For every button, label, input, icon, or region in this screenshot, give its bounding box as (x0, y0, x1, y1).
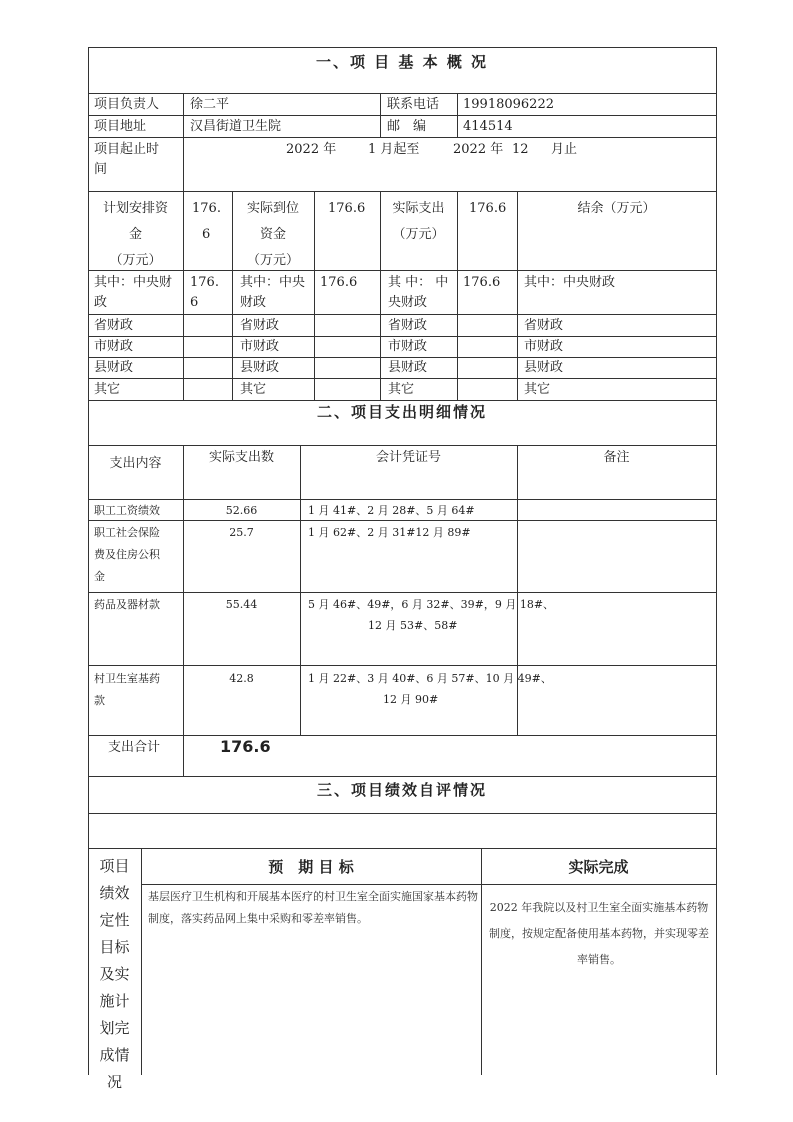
city-label: 市财政 (94, 339, 134, 354)
side-label-part: 成情 (99, 1046, 130, 1064)
rule (314, 191, 315, 400)
province-label: 省财政 (240, 318, 280, 333)
county-label: 县财政 (240, 360, 280, 375)
actual-header: 实际完成 (568, 858, 629, 876)
address-value: 汉昌街道卫生院 (190, 119, 282, 134)
total-value: 176.6 (220, 737, 271, 756)
planned-label-1: 计划安排资 (102, 201, 168, 216)
central-balance-label: 其中：中央财政 (524, 275, 616, 290)
period-end-month: 12 (512, 142, 529, 157)
rule (457, 191, 458, 400)
rule (88, 848, 716, 849)
table-row-voucher: 1 月 62#、2 月 31#12 月 89# (308, 526, 471, 539)
other-label: 其它 (240, 382, 267, 397)
section3-title: 三、项目绩效自评情况 (316, 781, 487, 799)
arrived-label-2: 资金 (259, 227, 286, 242)
period-label-2: 间 (94, 162, 108, 177)
phone-label: 联系电话 (387, 97, 440, 112)
central-spent-label-1: 其 中： 中 (388, 275, 449, 290)
province-label: 省财政 (94, 318, 134, 333)
rule (88, 776, 716, 777)
side-label-part: 划完 (99, 1019, 130, 1037)
arrived-label-3: （万元） (246, 253, 299, 268)
spent-label-2: （万元） (392, 227, 445, 242)
planned-label-3: （万元） (109, 253, 162, 268)
table-row-content: 费及住房公积 (94, 548, 160, 561)
central-spent-label-2: 央财政 (388, 295, 428, 310)
leader-label: 项目负责人 (94, 97, 160, 112)
table-row-voucher: 1 月 41#、2 月 28#、5 月 64# (308, 504, 475, 517)
period-start-year: 2022 年 (286, 142, 337, 157)
rule (300, 445, 301, 735)
expected-header: 预 期 目 标 (268, 858, 354, 876)
planned-value-2: 6 (202, 227, 211, 242)
central-arrived-value: 176.6 (320, 275, 358, 290)
table-row-amount: 25.7 (229, 526, 254, 539)
header-remark: 备注 (603, 450, 630, 465)
spent-label-1: 实际支出 (392, 201, 445, 216)
side-label-part: 绩效 (99, 884, 130, 902)
side-label-part: 定性 (99, 911, 130, 929)
section2-title: 二、项目支出明细情况 (316, 403, 487, 421)
rule (141, 848, 142, 1075)
planned-value-1: 176. (192, 201, 221, 216)
central-value-2: 6 (190, 295, 199, 310)
arrived-label-1: 实际到位 (246, 201, 299, 216)
postcode-label: 邮 编 (387, 119, 427, 134)
arrived-value: 176.6 (328, 201, 366, 216)
side-label-part: 施计 (99, 992, 130, 1010)
central-arrived-label-2: 财政 (240, 295, 267, 310)
rule (183, 191, 184, 400)
rule (481, 848, 482, 1075)
county-label: 县财政 (524, 360, 564, 375)
table-row-voucher: 12 月 53#、58# (368, 619, 458, 632)
city-label: 市财政 (240, 339, 280, 354)
frame-right (716, 47, 717, 1075)
total-label: 支出合计 (108, 740, 161, 755)
balance-label: 结余（万元） (577, 201, 656, 216)
central-label-1: 其中：中央财 (94, 275, 173, 290)
table-row-voucher: 1 月 22#、3 月 40#、6 月 57#、10 月 49#、 (308, 672, 552, 685)
rule (380, 191, 381, 400)
city-label: 市财政 (524, 339, 564, 354)
spent-value: 176.6 (469, 201, 507, 216)
period-label-1: 项目起止时 (94, 142, 160, 157)
other-label: 其它 (94, 382, 121, 397)
city-label: 市财政 (388, 339, 428, 354)
planned-label-2: 金 (128, 227, 142, 242)
period-end-suffix: 月止 (551, 142, 578, 157)
side-label-part: 况 (106, 1073, 122, 1091)
rule (457, 93, 458, 137)
rule (517, 191, 518, 400)
side-label-part: 目标 (99, 938, 130, 956)
county-label: 县财政 (388, 360, 428, 375)
table-row-voucher: 5 月 46#、49#，6 月 32#、39#，9 月 18#、 (308, 598, 555, 611)
performance-side-label (88, 853, 141, 1091)
address-label: 项目地址 (94, 119, 147, 134)
table-row-amount: 42.8 (229, 672, 254, 685)
header-voucher: 会计凭证号 (375, 450, 441, 465)
central-label-2: 政 (94, 295, 108, 310)
table-row-content: 职工工资绩效 (94, 504, 160, 517)
leader-value: 徐二平 (190, 97, 230, 112)
rule (88, 400, 716, 401)
postcode-value: 414514 (463, 119, 513, 134)
table-row-content: 村卫生室基药 (94, 672, 160, 685)
table-row-voucher: 12 月 90# (383, 693, 439, 706)
central-arrived-label-1: 其中：中央 (240, 275, 306, 290)
rule (517, 445, 518, 735)
phone-value: 19918096222 (463, 97, 554, 112)
central-spent-value: 176.6 (463, 275, 501, 290)
header-content: 支出内容 (109, 456, 162, 471)
county-label: 县财政 (94, 360, 134, 375)
side-label-part: 及实 (99, 965, 130, 983)
other-label: 其它 (524, 382, 551, 397)
central-value-1: 176. (190, 275, 219, 290)
table-row-amount: 55.44 (225, 598, 258, 611)
table-row-amount: 52.66 (225, 504, 258, 517)
actual-text: 2022 年我院以及村卫生室全面实施基本药物制度，按规定配备使用基本药物，并实现零差率销售。 (489, 901, 709, 966)
header-amount: 实际支出数 (208, 450, 274, 465)
rule (380, 93, 381, 137)
side-label-part: 项目 (99, 857, 130, 875)
table-row-content: 药品及器材款 (94, 598, 160, 611)
province-label: 省财政 (388, 318, 428, 333)
other-label: 其它 (388, 382, 415, 397)
period-start-month: 1 月起至 (368, 142, 420, 157)
rule (232, 191, 233, 400)
period-end-year: 2022 年 (453, 142, 504, 157)
rule (183, 93, 184, 191)
province-label: 省财政 (524, 318, 564, 333)
rule (88, 47, 716, 48)
table-row-content: 金 (94, 570, 105, 583)
table-row-content: 职工社会保险 (94, 526, 160, 539)
rule (141, 884, 716, 885)
table-row-content: 款 (94, 694, 105, 707)
expected-text: 基层医疗卫生机构和开展基本医疗的村卫生室全面实施国家基本药物制度，落实药品网上集中采购和零差率销售。 (148, 890, 478, 925)
section1-title: 一、项 目 基 本 概 况 (315, 53, 489, 71)
rule (88, 813, 716, 814)
